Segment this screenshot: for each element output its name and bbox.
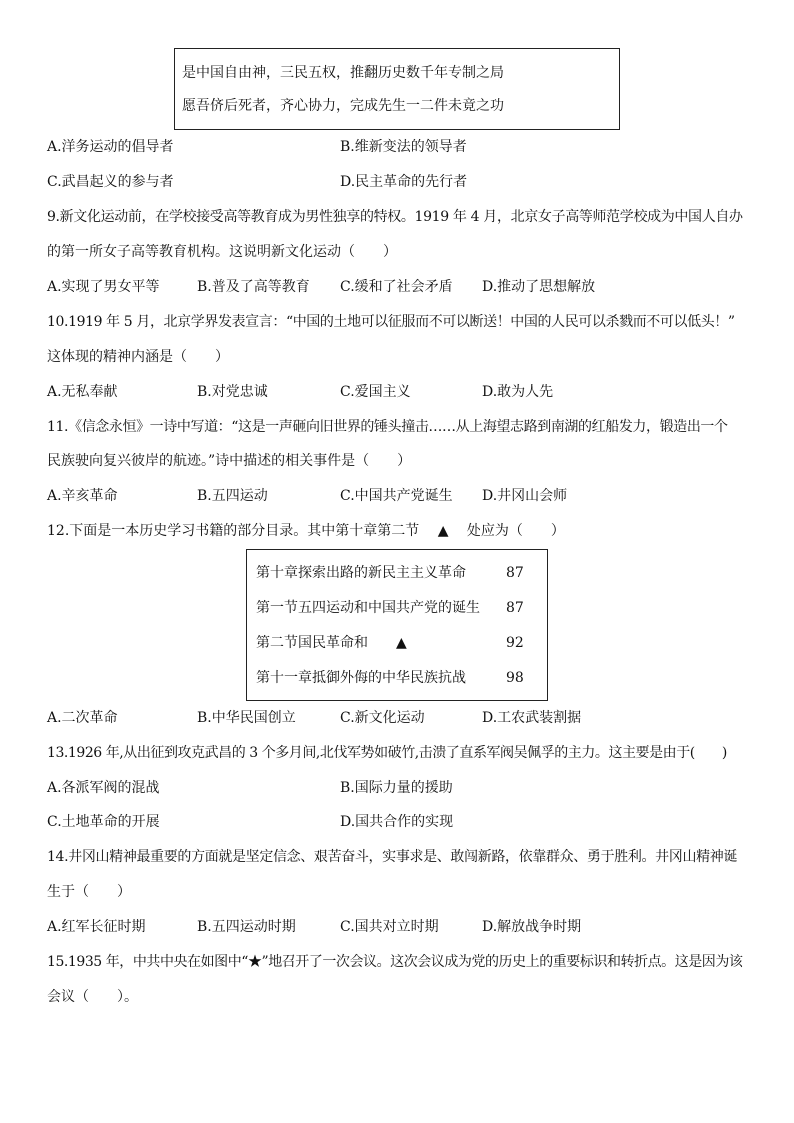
- q8-option-a[interactable]: A.洋务运动的倡导者: [47, 139, 174, 155]
- q14-option-b[interactable]: B.五四运动时期: [197, 919, 296, 935]
- q12-stem: 12.下面是一本历史学习书籍的部分目录。其中第十章第二节 ▲ 处应为（ ）: [47, 523, 565, 539]
- q11-option-d[interactable]: D.井冈山会师: [482, 488, 568, 504]
- q9-stem-line-1: 9.新文化运动前，在学校接受高等教育成为男性独享的特权。1919 年 4 月，北京女子高等师范学校成为中国人自办: [47, 209, 743, 225]
- q13-stem: 13.1926 年,从出征到攻克武昌的 3 个多月间,北伐军势如破竹,击溃了直系军阀吴佩孚的主力。这主要是由于( ): [47, 745, 727, 761]
- toc-row: [247, 633, 547, 653]
- q12-option-b[interactable]: B.中华民国创立: [197, 710, 296, 726]
- toc-title: 第一节五四运动和中国共产党的诞生: [256, 600, 480, 616]
- q14-option-c[interactable]: C.国共对立时期: [340, 919, 439, 935]
- q10-stem-line-2: 这体现的精神内涵是（ ）: [47, 349, 229, 365]
- q10-stem-line-1: 10.1919 年 5 月，北京学界发表宣言：“中国的土地可以征服而不可以断送！中国的人民可以杀戮而不可以低头！”: [47, 314, 735, 330]
- q9-stem-line-2: 的第一所女子高等教育机构。这说明新文化运动（ ）: [47, 244, 397, 260]
- q8-option-c[interactable]: C.武昌起义的参与者: [47, 174, 174, 190]
- table-of-contents: [246, 549, 548, 701]
- q9-option-d[interactable]: D.推动了思想解放: [482, 279, 596, 295]
- toc-row: [247, 598, 547, 618]
- q9-option-b[interactable]: B.普及了高等教育: [197, 279, 310, 295]
- toc-title: 第二节国民革命和 ▲: [256, 635, 407, 651]
- q11-stem-line-1: 11.《信念永恒》一诗中写道：“这是一声砸向旧世界的锤头撞击……从上海望志路到南湖的红船发力，锻造出一个: [47, 419, 728, 435]
- q13-option-c[interactable]: C.土地革命的开展: [47, 814, 160, 830]
- q14-stem-line-1: 14.井冈山精神最重要的方面就是坚定信念、艰苦奋斗，实事求是、敢闯新路，依靠群众、勇于胜利。井冈山精神诞: [47, 849, 738, 865]
- q8-option-d[interactable]: D.民主革命的先行者: [340, 174, 468, 190]
- quote-box: [174, 48, 620, 130]
- toc-page-number: 87: [506, 565, 524, 581]
- q8-option-b[interactable]: B.维新变法的领导者: [340, 139, 467, 155]
- q10-option-d[interactable]: D.敢为人先: [482, 384, 554, 400]
- toc-page-number: 98: [506, 670, 524, 686]
- q14-stem-line-2: 生于（ ）: [47, 884, 131, 900]
- q11-stem-line-2: 民族驶向复兴彼岸的航迹。”诗中描述的相关事件是（ ）: [47, 453, 412, 469]
- quote-line-1: 是中国自由神，三民五权，推翻历史数千年专制之局: [182, 65, 504, 81]
- q9-option-a[interactable]: A.实现了男女平等: [47, 279, 160, 295]
- q13-option-b[interactable]: B.国际力量的援助: [340, 780, 453, 796]
- toc-page-number: 87: [506, 600, 524, 616]
- q10-option-a[interactable]: A.无私奉献: [47, 384, 118, 400]
- q13-option-d[interactable]: D.国共合作的实现: [340, 814, 454, 830]
- toc-title: 第十一章抵御外侮的中华民族抗战: [256, 670, 466, 686]
- q12-option-c[interactable]: C.新文化运动: [340, 710, 425, 726]
- q12-option-a[interactable]: A.二次革命: [47, 710, 118, 726]
- toc-row: [247, 668, 547, 688]
- q15-stem-line-2: 会议（ ）。: [47, 989, 138, 1005]
- toc-page-number: 92: [506, 635, 524, 651]
- q15-stem-line-1: 15.1935 年，中共中央在如图中“★”地召开了一次会议。这次会议成为党的历史上的重要标识和转折点。这是因为该: [47, 954, 743, 970]
- q14-option-d[interactable]: D.解放战争时期: [482, 919, 582, 935]
- q10-option-c[interactable]: C.爱国主义: [340, 384, 411, 400]
- q11-option-a[interactable]: A.辛亥革命: [47, 488, 118, 504]
- q11-option-c[interactable]: C.中国共产党诞生: [340, 488, 453, 504]
- q10-option-b[interactable]: B.对党忠诚: [197, 384, 268, 400]
- q9-option-c[interactable]: C.缓和了社会矛盾: [340, 279, 453, 295]
- q11-option-b[interactable]: B.五四运动: [197, 488, 268, 504]
- toc-title: 第十章探索出路的新民主主义革命: [256, 565, 466, 581]
- toc-row: [247, 563, 547, 583]
- quote-line-2: 愿吾侪后死者，齐心协力，完成先生一二件未竟之功: [182, 98, 504, 114]
- q13-option-a[interactable]: A.各派军阀的混战: [47, 780, 160, 796]
- q14-option-a[interactable]: A.红军长征时期: [47, 919, 146, 935]
- q12-option-d[interactable]: D.工农武装割据: [482, 710, 582, 726]
